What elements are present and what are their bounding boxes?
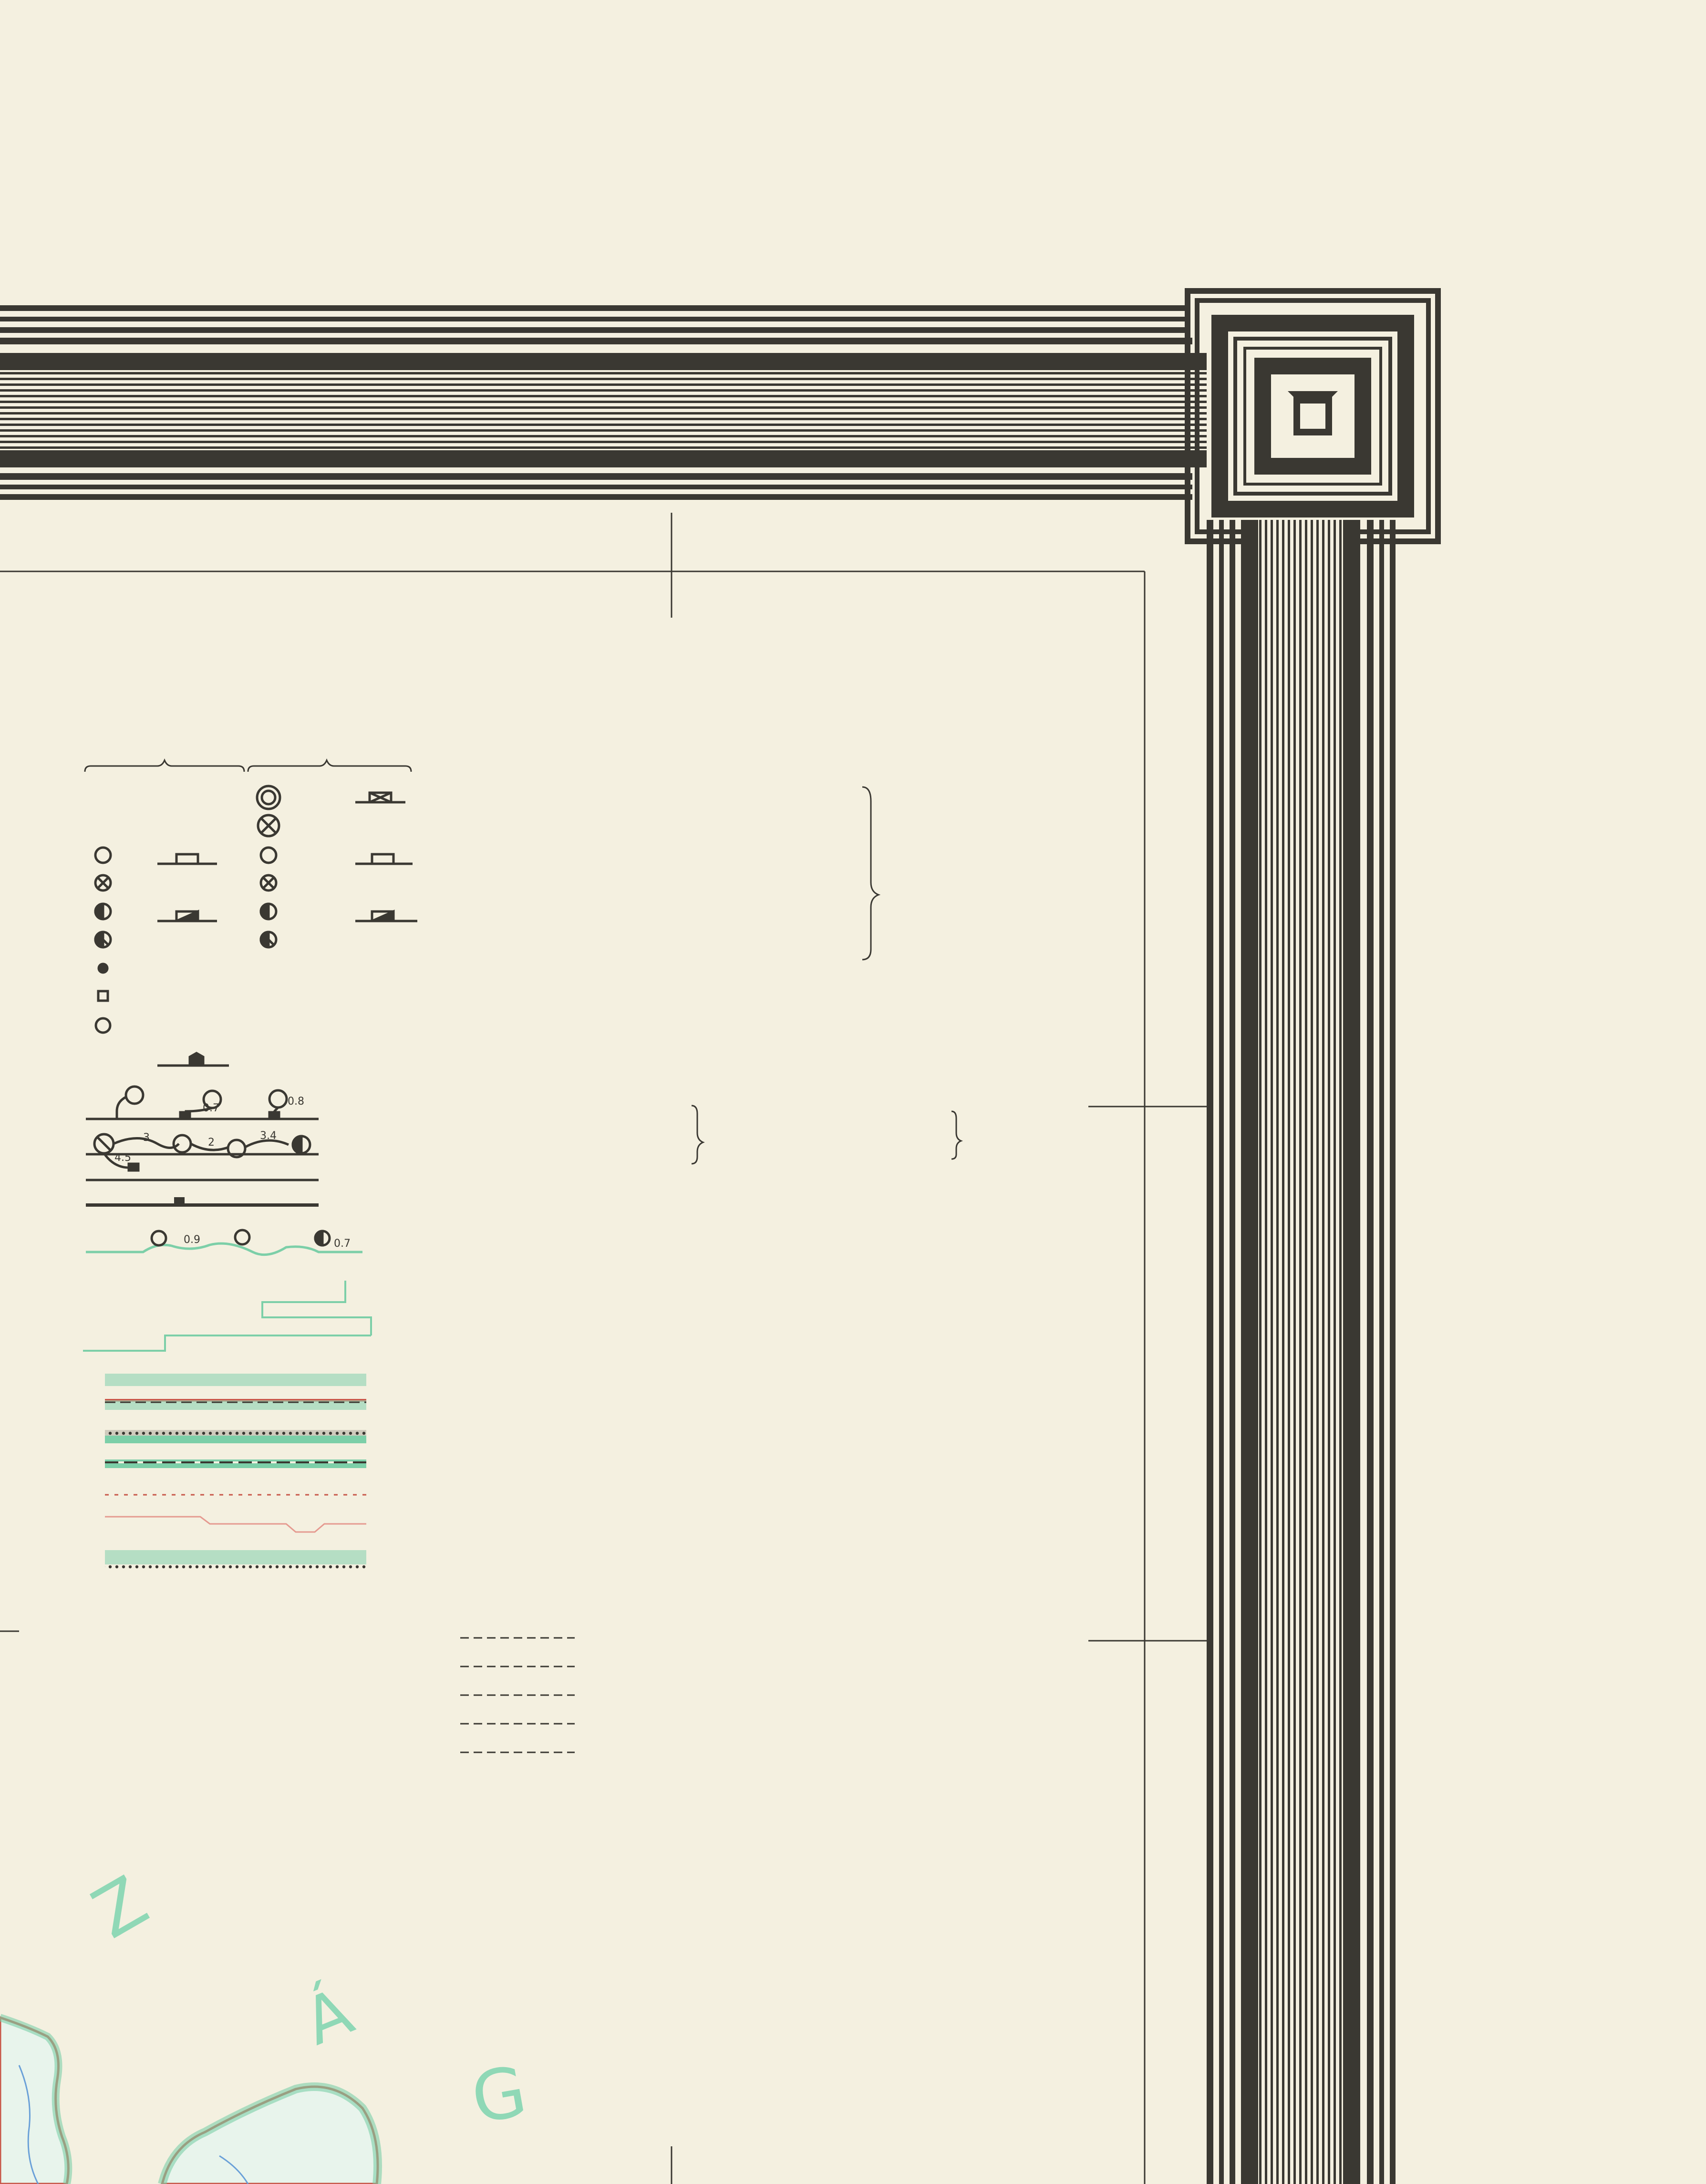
direction-border-symbol	[83, 1281, 371, 1351]
svg-text:3.4: 3.4	[260, 1130, 277, 1142]
map-grid	[0, 513, 1207, 2184]
map-letter-z: Z	[79, 1861, 161, 1955]
bus-route-symbol	[86, 1230, 362, 1255]
svg-text:2: 2	[208, 1137, 215, 1149]
railway-symbol	[86, 1197, 319, 1207]
svg-text:4.5: 4.5	[114, 1152, 131, 1164]
route-brace	[692, 1106, 961, 1164]
svg-text:0.7: 0.7	[334, 1238, 351, 1250]
map-letter-g: G	[465, 2050, 533, 2140]
map-letter-a: Á	[294, 1974, 363, 2060]
frame-top-band	[0, 305, 1207, 500]
frame-corner	[1188, 291, 1438, 541]
route-symbols	[86, 1087, 319, 1180]
legend-brackets	[85, 760, 879, 960]
abbreviation-leaders	[460, 1638, 575, 1752]
frame-right-band	[1207, 520, 1396, 2184]
svg-text:0.8: 0.8	[288, 1096, 304, 1108]
post-office-symbols	[95, 786, 280, 1033]
svg-text:3: 3	[143, 1132, 150, 1144]
post-office-b-symbols	[157, 793, 417, 921]
mail-railway-station-symbol	[157, 1053, 229, 1066]
border-line-symbols	[105, 1374, 366, 1569]
svg-text:0.7: 0.7	[203, 1102, 219, 1114]
svg-text:0.9: 0.9	[184, 1234, 200, 1246]
